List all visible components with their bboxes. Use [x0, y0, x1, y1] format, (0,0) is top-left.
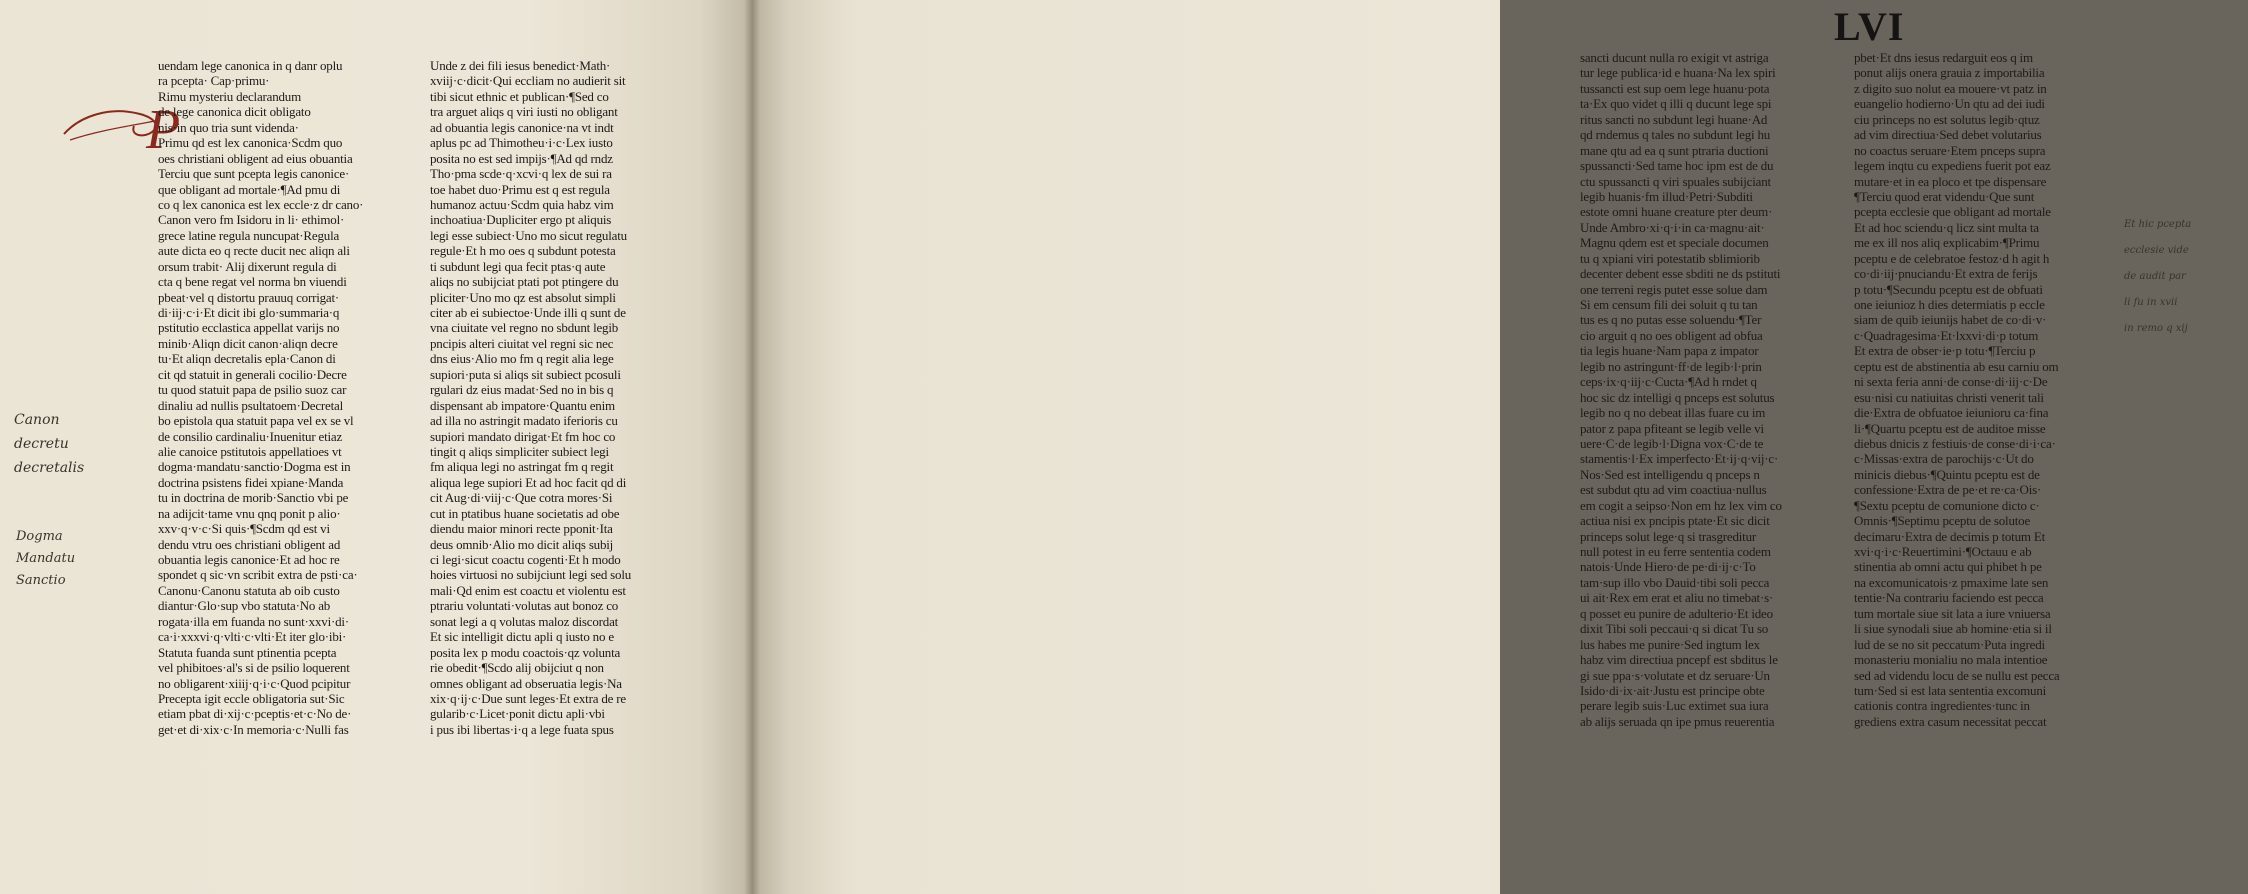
text-line: Statuta fuanda sunt ptinentia pcepta: [158, 644, 337, 660]
text-line: aplus pc ad Thimotheu·i·c·Lex iusto: [430, 135, 613, 151]
text-line: ¶Sextu pceptu de comunione dicto c·: [1854, 497, 2040, 513]
text-line: tur lege publica·id e huana·Na lex spiri: [1580, 65, 1776, 81]
margin-note-line: in remo q xij: [2124, 323, 2188, 334]
text-line: ui ait·Rex em erat et aliu no timebat·s·: [1580, 590, 1774, 606]
margin-note-dogma: [16, 526, 106, 592]
text-line: Terciu que sunt pcepta legis canonice·: [158, 166, 350, 182]
text-line: tu quod statuit papa de psilio suoz car: [158, 382, 347, 398]
text-line: aute dicta eo q recte ducit nec aliqn ali: [158, 243, 350, 259]
text-line: bo epistola qua statuit papa vel ex se vl: [158, 413, 354, 429]
text-line: no coactus seruare·Etem pnceps supra: [1854, 142, 2046, 158]
text-line: grediens extra casum necessitat peccat: [1854, 713, 2047, 729]
margin-note-line: Dogma: [16, 529, 63, 544]
text-line: de lege canonica dicit obligato: [158, 104, 311, 120]
text-line: sed ad videndu locu de se nullu est pecca: [1854, 667, 2060, 683]
text-line: mali·Qd enim est coactu et violentu est: [430, 582, 626, 598]
text-line: tu·Et aliqn decretalis epla·Canon di: [158, 351, 336, 367]
text-line: xviij·c·dicit·Qui eccliam no audierit sit: [430, 73, 626, 89]
text-line: ciu princeps no est solutus legib·qtuz: [1854, 111, 2040, 127]
text-line: Omnis·¶Septimu pceptu de solutoe: [1854, 513, 2031, 529]
text-line: alie canoice pstitutois appellatioes vt: [158, 443, 342, 459]
text-line: get·et di·xix·c·In memoria·c·Nulli fas: [158, 721, 349, 737]
text-line: posita lex p modu coactois·qz volunta: [430, 644, 621, 660]
text-line: li·¶Quartu pceptu est de auditoe misse: [1854, 420, 2046, 436]
margin-note-line: Et hic pcepta: [2124, 219, 2192, 230]
text-line: Unde Ambro·xi·q·i·in ca·magnu·ait·: [1580, 219, 1765, 235]
text-line: gularib·c·Licet·ponit dictu apli·vbi: [430, 706, 605, 722]
text-line: z digito suo nolut ea mouere·vt patz in: [1854, 80, 2047, 96]
text-line: null potest in eu ferre sententia codem: [1580, 544, 1771, 559]
text-line: Tho·pma scde·q·xcvi·q lex de sui ra: [430, 166, 612, 182]
text-line: cationis contra ingredientes·tunc in: [1854, 698, 2030, 714]
text-line: ctu spussancti q viri spuales subijciant: [1580, 173, 1771, 189]
right-page: [752, 0, 2192, 894]
text-line: pbeat·vel q distortu prauuq corrigat·: [158, 289, 340, 305]
text-line: mutare·et in ea ploco et tpe dispensare: [1854, 173, 2047, 189]
text-line: princeps solut lege·q si trasgreditur: [1580, 528, 1756, 544]
initial-letter: P: [146, 99, 181, 161]
text-line: sonat legi a q volutas maloz discordat: [430, 613, 619, 629]
text-line: ad obuantia legis canonice·na vt indt: [430, 119, 614, 135]
text-line: no obligarent·xiiij·q·i·c·Quod pcipitur: [158, 675, 351, 691]
margin-note-line: de audit par: [2124, 271, 2186, 282]
text-line: cio arguit q no oes obligent ad obfua: [1580, 327, 1763, 343]
text-line: uendam lege canonica in q danr oplu: [158, 58, 343, 73]
text-line: me ex ill nos aliq explicabim·¶Primu: [1854, 235, 2040, 251]
text-line: ti subdunt legi qua fecit ptas·q aute: [430, 258, 606, 274]
text-line: tia legis huane·Nam papa z impator: [1580, 343, 1759, 359]
text-line: doctrina psistens fidei xpiane·Manda: [158, 474, 344, 490]
text-line: aliqua lege supiori Et ad hoc facit qd di: [430, 474, 627, 490]
text-line: tentie·Na contrariu faciendo est pecca: [1854, 590, 2044, 606]
text-line: toe habet duo·Primu est q est regula: [430, 181, 610, 197]
text-line: tibi sicut ethnic et publican·¶Sed co: [430, 88, 609, 104]
text-line: ritus sancti no subdunt legi huane·Ad: [1580, 111, 1768, 127]
text-line: deus omnib·Alio mo dicit aliqs subij: [430, 536, 614, 552]
text-line: inchoatiua·Dupliciter ergo pt aliquis: [430, 212, 612, 228]
margin-note-line: Mandatu: [16, 551, 76, 566]
margin-note-canon: [14, 408, 144, 480]
text-line: pstitutio ecclastica appellat varijs no: [158, 320, 340, 336]
text-line: ab alijs seruada qn ipe pmus reuerentia: [1580, 713, 1775, 729]
text-line: tussancti est sup oem lege huanu·pota: [1580, 80, 1770, 96]
text-line: est subdut qtu ad vim coactiua·nullus: [1580, 482, 1767, 498]
margin-note-line: ecclesie vide: [2124, 245, 2189, 256]
text-line: lus habes me punire·Sed ingtum lex: [1580, 636, 1760, 652]
text-line: fm aliqua legi no astringat fm q regit: [430, 459, 614, 475]
text-column-4: [1854, 50, 2120, 729]
text-line: li siue synodali siue ab homine·etia si il: [1854, 621, 2052, 637]
text-line: tam·sup illo vbo Dauid·tibi soli pecca: [1580, 574, 1770, 590]
text-line: tum·Sed si est lata sententia excomuni: [1854, 682, 2047, 698]
text-line: die·Extra de obfuatoe ieiunioru ca·fina: [1854, 405, 2049, 421]
text-line: legib no astringunt·ff·de legib·l·prin: [1580, 358, 1762, 374]
text-line: stinentia ab omni actu qui phibet h pe: [1854, 559, 2042, 575]
text-line: c·Quadragesima·Et·lxxvi·di·p totum: [1854, 327, 2039, 343]
text-line: pceptu e de celebratoe festoz·d h agit h: [1854, 250, 2050, 266]
text-line: minicis diebus·¶Quintu pceptu est de: [1854, 466, 2040, 482]
text-line: dogma·mandatu·sanctio·Dogma est in: [158, 459, 351, 475]
text-line: oes christiani obligent ad eius obuantia: [158, 150, 353, 166]
text-line: dinaliu ad nullis psultatoem·Decretal: [158, 397, 344, 413]
text-line: supiori mandato dirigat·Et fm hoc co: [430, 428, 616, 444]
text-line: pliciter·Uno mo qz est absolut simpli: [430, 289, 616, 305]
text-line: diebus dnicis z festiuis·de conse·di·i·ca·: [1854, 435, 2056, 451]
text-line: qd rndemus q tales no subdunt legi hu: [1580, 127, 1771, 143]
text-line: aliqs no subijciat ptati pot ptingere du: [430, 274, 619, 290]
text-line: Rimu mysteriu declarandum: [158, 88, 302, 104]
text-line: co q lex canonica est lex eccle·z dr cano·: [158, 196, 364, 212]
text-column-1: [158, 58, 418, 737]
text-line: ci legi·sicut coactu cogenti·Et h modo: [430, 552, 621, 567]
text-line: siam de quib ieiunijs habet de co·di·v·: [1854, 312, 2047, 328]
text-line: sancti ducunt nulla ro exigit vt astriga: [1580, 50, 1769, 65]
text-line: orsum trabit· Alij dixerunt regula di: [158, 258, 337, 274]
text-column-2: [430, 58, 698, 737]
folio-number: LVI: [1834, 4, 1905, 49]
text-line: pbet·Et dns iesus redarguit eos q im: [1854, 50, 2033, 65]
text-line: etiam pbat di·xij·c·pceptis·et·c·No de·: [158, 706, 352, 722]
margin-note-line: Sanctio: [16, 573, 66, 588]
text-line: dendu vtru oes christiani obligent ad: [158, 536, 341, 552]
text-line: legib no q no debeat illas fuare cu im: [1580, 405, 1766, 421]
text-line: tum mortale siue sit lata a iure vniuersa: [1854, 605, 2051, 621]
text-line: xxv·q·v·c·Si quis·¶Scdm qd est vi: [158, 521, 330, 537]
text-line: mane qtu ad ea q sunt ptraria ductioni: [1580, 142, 1769, 158]
text-line: one ieiunioz h dies determiatis p eccle: [1854, 297, 2045, 312]
text-line: euangelio hodierno·Un qtu ad dei iudi: [1854, 96, 2045, 112]
text-line: Precepta igit eccle obligatoria sut·Sic: [158, 690, 345, 706]
text-line: vel phibitoes·al's si de psilio loquerent: [158, 660, 350, 676]
text-line: humanoz actuu·Scdm quia habz vim: [430, 196, 614, 212]
margin-note-line: li fu in xvii: [2124, 297, 2178, 308]
text-line: tingit q aliqs simpliciter subiect legi: [430, 443, 609, 459]
text-line: p totu·¶Secundu pceptu est de obfuati: [1854, 281, 2043, 297]
book-gutter: [744, 0, 760, 894]
text-line: ad illa no astringit madato iferioris cu: [430, 413, 618, 429]
text-line: co·di·iij·pnuciandu·Et extra de ferijs: [1854, 266, 2038, 282]
text-line: tra arguet aliqs q viri iusti no obligant: [430, 104, 618, 120]
text-line: que obligant ad mortale·¶Ad pmu di: [158, 181, 341, 197]
text-line: hoc sic dz intelligi q pnceps est solutus: [1580, 389, 1775, 405]
text-line: esu·nisi cu natiuitas christi venerit tali: [1854, 389, 2044, 405]
text-line: ta·Ex quo videt q illi q ducunt lege spi: [1580, 96, 1772, 112]
text-line: cta q bene regat vel norma bn viuendi: [158, 274, 347, 290]
text-line: cut in ptatibus huane societatis ad obe: [430, 505, 620, 521]
text-line: grece latine regula nuncupat·Regula: [158, 227, 340, 243]
margin-note-line: decretu: [14, 436, 69, 452]
text-line: regule·Et h mo oes q subdunt potesta: [430, 243, 616, 259]
text-line: legem inqtu cu expediens fuerit pot eaz: [1854, 158, 2051, 174]
text-line: ad vim directiua·Sed debet volutarius: [1854, 127, 2042, 143]
text-line: em cogit a seipso·Non em hz lex vim co: [1580, 497, 1782, 513]
text-line: vna ciuitate vel regno no sbdunt legib: [430, 320, 619, 336]
text-line: na adijcit·tame vnu qnq ponit p alio·: [158, 505, 341, 521]
margin-note-precepts: [2124, 212, 2248, 342]
text-line: perare legib suis·Luc extimet sua iura: [1580, 698, 1769, 714]
text-line: i pus ibi libertas·i·q a lege fuata spus: [430, 721, 614, 737]
text-line: gi sue ppa·s·volutate et dz seruare·Un: [1580, 667, 1770, 683]
text-line: dixit Tibi soli peccaui·q si dicat Tu so: [1580, 621, 1769, 637]
text-line: Et ad hoc sciendu·q licz sint multa ta: [1854, 219, 2039, 235]
text-line: pcepta ecclesie que obligant ad mortale: [1854, 204, 2051, 220]
text-line: Magnu qdem est et speciale documen: [1580, 235, 1769, 251]
text-line: lud de se no sit peccatum·Puta ingredi: [1854, 636, 2045, 652]
text-line: minib·Aliqn dicit canon·aliqn decre: [158, 335, 338, 351]
text-line: c·Missas·extra de parochijs·c·Ut do: [1854, 451, 2034, 467]
text-line: actiua nisi ex pncipis ptate·Et sic dicit: [1580, 513, 1770, 529]
text-line: cit Aug·di·viij·c·Que cotra mores·Si: [430, 490, 613, 506]
text-line: Nos·Sed est intelligendu q pnceps n: [1580, 466, 1760, 482]
text-line: diendu maior minori recte pponit·Ita: [430, 521, 613, 537]
text-line: cit qd statuit in generali cocilio·Decre: [158, 366, 347, 382]
text-line: dispensant ab impatore·Quantu enim: [430, 397, 615, 413]
text-line: ni sexta feria anni·de conse·di·iij·c·De: [1854, 374, 2048, 390]
text-line: rogata·illa em fuanda no sunt·xxvi·di·: [158, 613, 349, 629]
text-line: Et extra de obser·ie·p totu·¶Terciu p: [1854, 343, 2036, 359]
left-page: [0, 0, 752, 894]
text-line: spondet q sic·vn scribit extra de psti·ca·: [158, 567, 358, 583]
text-line: hoies virtuosi no subijciunt legi sed solu: [430, 567, 632, 583]
text-line: habz vim directiua pncepf est sbditus le: [1580, 652, 1778, 668]
text-line: supiori·puta si aliqs sit subiect pcosuli: [430, 366, 621, 382]
text-line: q posset eu punire de adulterio·Et ideo: [1580, 605, 1773, 621]
text-line: natois·Unde Hiero·de pe·di·ij·c·To: [1580, 559, 1756, 575]
text-line: dns eius·Alio mo fm q regit alia lege: [430, 351, 614, 367]
text-line: ca·i·xxxvi·q·vlti·c·vlti·Et iter glo·ibi·: [158, 629, 347, 645]
text-line: spussancti·Sed tame hoc ipm est de du: [1580, 158, 1774, 174]
text-line: estote omni huane creature pter deum·: [1580, 204, 1773, 220]
margin-note-line: decretalis: [14, 460, 85, 476]
text-line: nis·in quo tria sunt videnda·: [158, 119, 299, 135]
text-line: decimaru·Extra de decimis p totum Et: [1854, 528, 2045, 544]
text-line: stamentis·l·Ex imperfecto·Et·ij·q·vij·c·: [1580, 451, 1779, 467]
text-line: pator z papa pfiteant se legib velle vi: [1580, 420, 1764, 436]
text-line: di·iij·c·i·Et dicit ibi glo·summaria·q: [158, 305, 340, 320]
text-line: ceps·ix·q·iij·c·Cucta·¶Ad h rndet q: [1580, 374, 1757, 390]
text-line: ceptu est de abstinentia ab esu carniu om: [1854, 358, 2059, 374]
text-line: legi esse subiect·Uno mo sicut regulatu: [430, 227, 627, 243]
text-line: tus es q no putas esse soluendu·¶Ter: [1580, 312, 1762, 328]
text-line: na excomunicatois·z pmaxime late sen: [1854, 574, 2049, 590]
text-line: Unde z dei fili iesus benedict·Math·: [430, 58, 611, 73]
text-column-3: [1580, 50, 1844, 729]
text-line: Isido·di·ix·ait·Justu est principe obte: [1580, 682, 1765, 698]
text-line: rie obedit·¶Scdo alij obijciut q non: [430, 660, 604, 676]
text-line: tu in doctrina de morib·Sanctio vbi pe: [158, 490, 349, 506]
text-line: ponut alijs onera grauia z importabilia: [1854, 65, 2045, 81]
text-line: Et sic intelligit dictu apli q iusto no e: [430, 629, 614, 645]
text-line: ra pcepta· Cap·primu·: [158, 73, 270, 89]
text-line: xix·q·ij·c·Due sunt leges·Et extra de re: [430, 690, 626, 706]
text-line: decenter debent esse sbditi ne ds pstituti: [1580, 266, 1781, 282]
text-line: diantur·Glo·sup vbo statuta·No ab: [158, 598, 331, 614]
text-line: legib huanis·fm illud·Petri·Subditi: [1580, 188, 1753, 204]
text-line: citer ab ei subiectoe·Unde illi q sunt de: [430, 305, 626, 320]
text-line: de consilio cardinaliu·Inuenitur etiaz: [158, 428, 343, 444]
text-line: pncipis alteri ciuitat vel regni sic nec: [430, 335, 614, 351]
text-line: omnes obligant ad obseruatia legis·Na: [430, 675, 622, 691]
text-line: uere·C·de legib·l·Digna vox·C·de te: [1580, 435, 1764, 451]
text-line: Primu qd est lex canonica·Scdm quo: [158, 135, 343, 151]
text-line: ¶Terciu quod erat videndu·Que sunt: [1854, 188, 2035, 204]
text-line: posita no est sed impijs·¶Ad qd rndz: [430, 150, 613, 166]
text-line: obuantia legis canonice·Et ad hoc re: [158, 552, 340, 567]
text-line: Canonu·Canonu statuta ab oib custo: [158, 582, 340, 598]
text-line: Si em censum fili dei soluit q tu tan: [1580, 297, 1758, 312]
text-line: xvi·q·i·c·Reuertimini·¶Octauu e ab: [1854, 544, 2032, 559]
margin-note-line: Canon: [14, 412, 60, 428]
text-line: confessione·Extra de pe·et re·ca·Ois·: [1854, 482, 2042, 498]
text-line: monasteriu monialiu no mala intentioe: [1854, 652, 2048, 668]
text-line: rgulari dz eius madat·Sed no in bis q: [430, 382, 614, 398]
text-line: ptrariu voluntati·volutas aut bonoz co: [430, 598, 619, 614]
text-line: tu q xpiani viri potestatib sblimiorib: [1580, 250, 1760, 266]
text-line: Canon vero fm Isidoru in li· ethimol·: [158, 212, 345, 228]
text-line: one terreni regis putet esse solue dam: [1580, 281, 1768, 297]
